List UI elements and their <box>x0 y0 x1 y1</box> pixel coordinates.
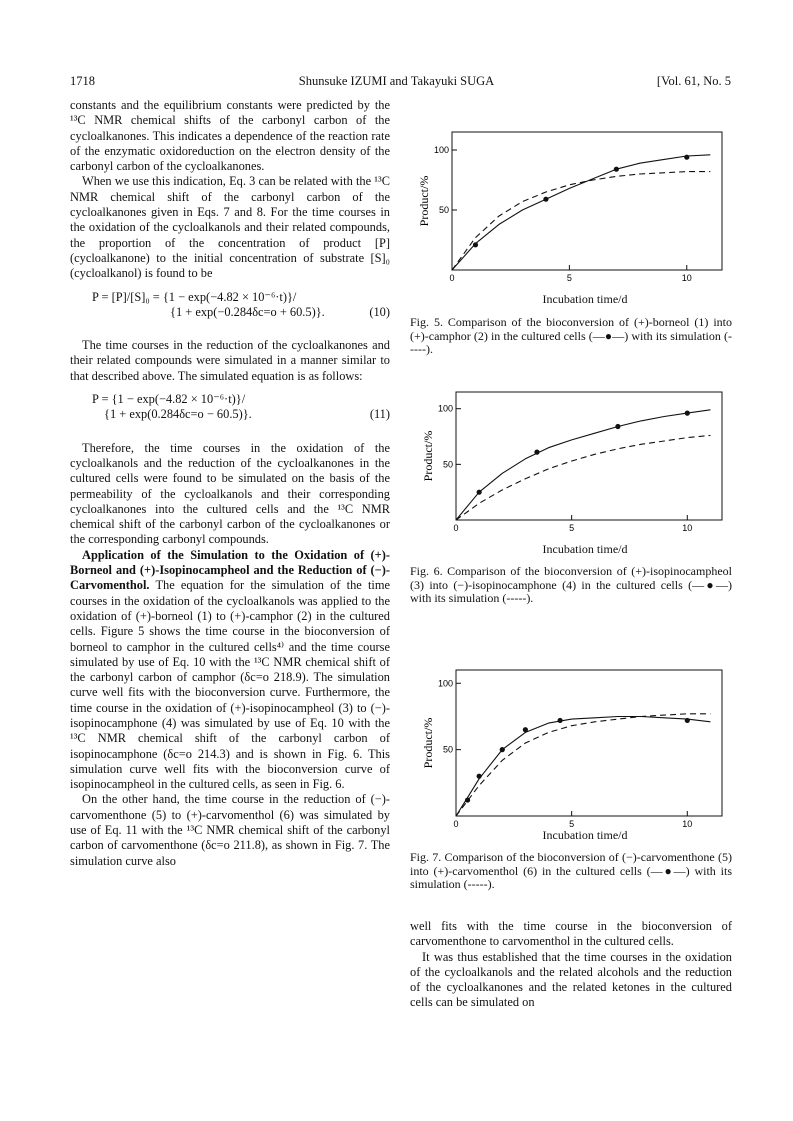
bioconversion-curve <box>456 410 710 520</box>
section-heading: Application of the Simulation to the Oxidation of (+)-Borneol and (+)-Isopinocampheol and the Reduction of (−)-Carvomenthol. <box>70 547 390 593</box>
equation-number: (10) <box>369 304 390 319</box>
paragraph-body: The equation for the simulation of the time courses in the oxidation of the cycloalkanols was applied to the oxidation of (+)-borneol (1) to (+)-camphor (2) in the cultured cells. Figure 5 shows the time course in the bioconversion of borneol to camphor in the cultured cells⁴⁾ and the time course simulated by use of Eq. 10 with the ¹³C NMR chemical shift of the carbonyl carbon of camphor (δc=o 218.9). The simulation curve well fits with the bioconversion curve. Furthermore, the time course in the oxidation of (+)-isopinocampheol (3) to (−)-isopinocamphone (4) was simulated by use of Eq. 10 with the ¹³C NMR chemical shift of the carbonyl carbon of isopinocamphone (δc=o 214.3) and is shown in Fig. 6. This simulation curve well fits with the bioconversion curve of isopinocampheol in the cultured cells, as seen in Fig. 6. <box>70 578 390 792</box>
x-tick-label: 5 <box>569 819 575 829</box>
page-number: 1718 <box>70 74 95 88</box>
plot-frame <box>456 392 722 520</box>
equation-line: P = {1 − exp(−4.82 × 10⁻⁶·t)}/ <box>92 392 246 407</box>
figure-7 <box>410 640 732 900</box>
y-tick-label: 100 <box>433 145 449 155</box>
bioconversion-curve <box>456 717 710 817</box>
data-point <box>477 774 482 779</box>
paragraph: constants and the equilibrium constants were predicted by the ¹³C NMR chemical shifts of the carbonyl carbon of the cycloalkanones. This indicates a dependence of the reaction rate of the enzymatic oxidoreduction on the electron density of the carbonyl carbon of the cycloalkanones. <box>70 98 390 174</box>
paragraph: Therefore, the time courses in the oxidation of the cycloalkanols and the reduction of the cycloalkanones in the cultured cells were found to be simulated on the basis of the permeability of the cycloalkanols and their corresponding cycloalkanones into the cultured cells and the ¹³C NMR chemical shift of the carbonyl carbon of the cycloalkanones or the corresponding carbonyl compounds. <box>70 440 390 547</box>
y-tick-label: 50 <box>438 205 449 215</box>
x-tick-label: 10 <box>682 523 693 533</box>
figure-7-caption: Fig. 7. Comparison of the bioconversion of (−)-carvomenthone (5) into (+)-carvomenthol (6) in the cultured cells (—●—) with its simulation (-----). <box>410 850 732 891</box>
data-point <box>685 411 690 416</box>
y-axis-label: Product/% <box>421 430 435 482</box>
plot-frame <box>452 132 722 270</box>
data-point <box>684 155 689 160</box>
figure-5-x-axis-label: Incubation time/d <box>542 292 628 306</box>
plot-frame <box>456 670 722 816</box>
data-point <box>615 424 620 429</box>
simulation-curve <box>456 435 710 520</box>
data-point <box>523 727 528 732</box>
figure-5 <box>410 110 732 380</box>
figure-5-caption: Fig. 5. Comparison of the bioconversion of (+)-borneol (1) into (+)-camphor (2) in the cultured cells (—●—) with its simulation (-----). <box>410 315 732 356</box>
simulation-curve <box>452 172 710 270</box>
figure-6-x-axis-label: Incubation time/d <box>542 542 628 556</box>
x-tick-label: 0 <box>449 273 455 283</box>
equation-line: P = [P]/[S]₀ = {1 − exp(−4.82 × 10⁻⁶·t)}/ <box>92 289 297 304</box>
paragraph: When we use this indication, Eq. 3 can be related with the ¹³C NMR chemical shift of the carbonyl carbon of the cycloalkanones given in Eqs. 7 and 8. For the time courses in the oxidation of the cycloalkanols and their related compounds, the proportion of the concentration of product [P] (cycloalkanone) to the initial concentration of substrate [S]₀ (cycloalkanol) is found to be <box>70 174 390 281</box>
equation-line: {1 + exp(−0.284δc=o + 60.5)}. <box>170 304 325 319</box>
paragraph: well fits with the time course in the bioconversion of carvomenthone to carvomenthol in the cultured cells. <box>410 919 732 949</box>
data-point <box>614 167 619 172</box>
data-point <box>477 490 482 495</box>
running-header-volume: [Vol. 61, No. 5 <box>656 74 731 88</box>
data-point <box>465 797 470 802</box>
data-point <box>543 197 548 202</box>
paragraph: It was thus established that the time courses in the oxidation of the cycloalkanols and the related alcohols and the reduction of the cycloalkanones and the related ketones in the cultured cells can be simulated on <box>410 949 732 1010</box>
data-point <box>534 450 539 455</box>
y-axis-label: Product/% <box>421 717 435 769</box>
x-tick-label: 0 <box>453 523 459 533</box>
equation-number: (11) <box>369 407 390 422</box>
simulation-curve <box>456 714 710 816</box>
data-point <box>500 747 505 752</box>
paragraph: On the other hand, the time course in the reduction of (−)-carvomenthone (5) to (+)-carvomenthol (6) was simulated by use of Eq. 11 with the ¹³C NMR chemical shift of the carbonyl carbon of carvomenthone (δc=o 211.8), as shown in Fig. 7. The simulation curve also <box>70 792 390 868</box>
x-tick-label: 5 <box>569 523 575 533</box>
y-axis-label: Product/% <box>417 175 431 227</box>
y-tick-label: 100 <box>437 403 453 414</box>
data-point <box>685 718 690 723</box>
data-point <box>473 242 478 247</box>
right-column-text <box>410 919 732 1011</box>
equation-10 <box>92 290 390 321</box>
paragraph <box>70 548 390 793</box>
x-tick-label: 0 <box>453 819 459 829</box>
paragraph: The time courses in the reduction of the cycloalkanones and their related compounds were simulated in a manner similar to that described above. The simulated equation is as follows: <box>70 338 390 383</box>
figure-7-x-axis-label: Incubation time/d <box>542 828 628 842</box>
y-tick-label: 50 <box>442 744 453 755</box>
equation-11 <box>92 392 390 423</box>
y-tick-label: 100 <box>437 678 453 689</box>
x-tick-label: 10 <box>682 819 693 829</box>
figure-7-plot <box>410 640 732 840</box>
figure-6 <box>410 380 732 650</box>
x-tick-label: 10 <box>681 273 692 283</box>
equation-line: {1 + exp(0.284δc=o − 60.5)}. <box>104 407 252 422</box>
x-tick-label: 5 <box>566 273 572 283</box>
figure-5-plot <box>410 110 732 310</box>
running-header-authors: Shunsuke IZUMI and Takayuki SUGA <box>298 74 495 88</box>
y-tick-label: 50 <box>442 459 453 470</box>
data-point <box>557 718 562 723</box>
left-column <box>70 98 390 869</box>
figure-6-caption: Fig. 6. Comparison of the bioconversion of (+)-isopinocampheol (3) into (−)-isopinocamphone (4) in the cultured cells (—●—) with its simulation (-----). <box>410 564 732 605</box>
